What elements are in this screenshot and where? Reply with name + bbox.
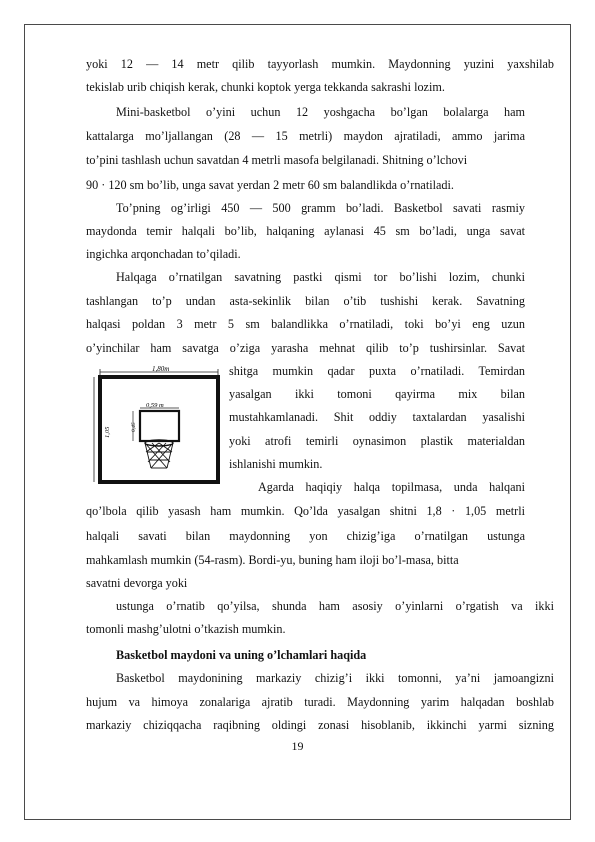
text-line: ishlanishi mumkin. [229,457,323,471]
text-line: Basketbol maydonining markaziy chizig’i ikki tomonni, ya’ni jamoangizni [116,671,554,685]
page-number: 19 [291,739,304,753]
text-line: o’yinchilar ham savatga o’ziga yarasha mehnat qilib to’p tushirsinlar. Savat [86,341,525,355]
text-line: kattalarga mo’ljallangan (28 — 15 metrli) maydon ajratiladi, ammo jarima [86,129,525,143]
text-line: mustahkamlanadi. Shit oddiy taxtalardan yasalishi [229,410,525,424]
text-line: halqasi poldan 3 metr 5 sm balandlikka o’rnatiladi, toki bo’yi eng uzun [86,317,525,331]
text-line: mahkamlash mumkin (54-rasm). Bordi-yu, buning ham iloji bo’l-masa, bitta [86,553,459,567]
figure-label-inner: 0,59 m [146,402,164,409]
text-line: savatni devorga yoki [86,576,188,590]
backboard-outer-frame [100,377,218,482]
basket-net [145,443,173,468]
text-line: shitga mumkin qadar puxta o’rnatiladi. Temirdan [229,364,525,378]
basketball-backboard-figure [84,364,226,496]
text-line: tashlangan to’p undan asta-sekinlik bilan o’tib tushishi kerak. Savatning [86,294,525,308]
text-line: hujum va himoya zonalariga ajratib turadi. Maydonning yarim halqadan boshlab [86,695,554,709]
backboard-drawing [84,364,226,496]
text-line: qo’lbola qilib yasash ham mumkin. Qo’lda yasalgan shitni 1,8 · 1,05 metrli [86,504,525,518]
text-line: 90 · 120 sm bo’lib, unga savat yerdan 2 metr 60 sm balandlikda o’rnatiladi. [86,178,454,192]
text-line: to’pini tashlash uchun savatdan 4 metrli masofa belgilanadi. Shitning o’lchovi [86,153,468,167]
text-line: Halqaga o’rnatilgan savatning pastki qismi tor bo’lishi lozim, chunki [116,270,525,284]
section-heading: Basketbol maydoni va uning o’lchamlari haqida [116,648,367,662]
text-line: tekislab urib chiqish kerak, chunki koptok yerga tekkanda sakrashi lozim. [86,80,445,94]
figure-label-small: 0,45 [131,422,137,432]
backboard-inner-square [140,411,179,441]
text-line: halqali savati bilan maydonning yon chizig’iga o’rnatilgan ustunga [86,529,525,543]
figure-label-top: 1,80m [152,365,170,373]
text-line: To’pning og’irligi 450 — 500 gramm bo’ladi. Basketbol savati rasmiy [116,201,525,215]
text-line: yoki atrofi temirli oynasimon plastik materialdan [229,434,525,448]
text-line: ingichka arqonchadan to’qiladi. [86,247,241,261]
text-line: yoki 12 — 14 metr qilib tayyorlash mumkin. Maydonning yuzini yaxshilab [86,57,554,71]
text-line: tomonli mashg’ulotni o’tkazish mumkin. [86,622,286,636]
text-line: Agarda haqiqiy halqa topilmasa, unda halqani [258,480,525,494]
text-line: markaziy chiziqqacha raqibning oldingi zonasi hisoblanib, ikkinchi yarmi sizning [86,718,554,732]
text-line: Mini-basketbol o’yini uchun 12 yoshgacha bo’lgan bolalarga ham [116,105,525,119]
figure-label-left: 1,05 [104,426,111,438]
text-line: maydonda temir halqali bo’lib, halqaning aylanasi 45 sm bo’ladi, unga savat [86,224,525,238]
text-line: ustunga o’rnatib qo’yilsa, shunda ham asosiy o’yinlarni o’rgatish va ikki [116,599,554,613]
text-line: yasalgan ikki tomoni qayirma mix bilan [229,387,525,401]
